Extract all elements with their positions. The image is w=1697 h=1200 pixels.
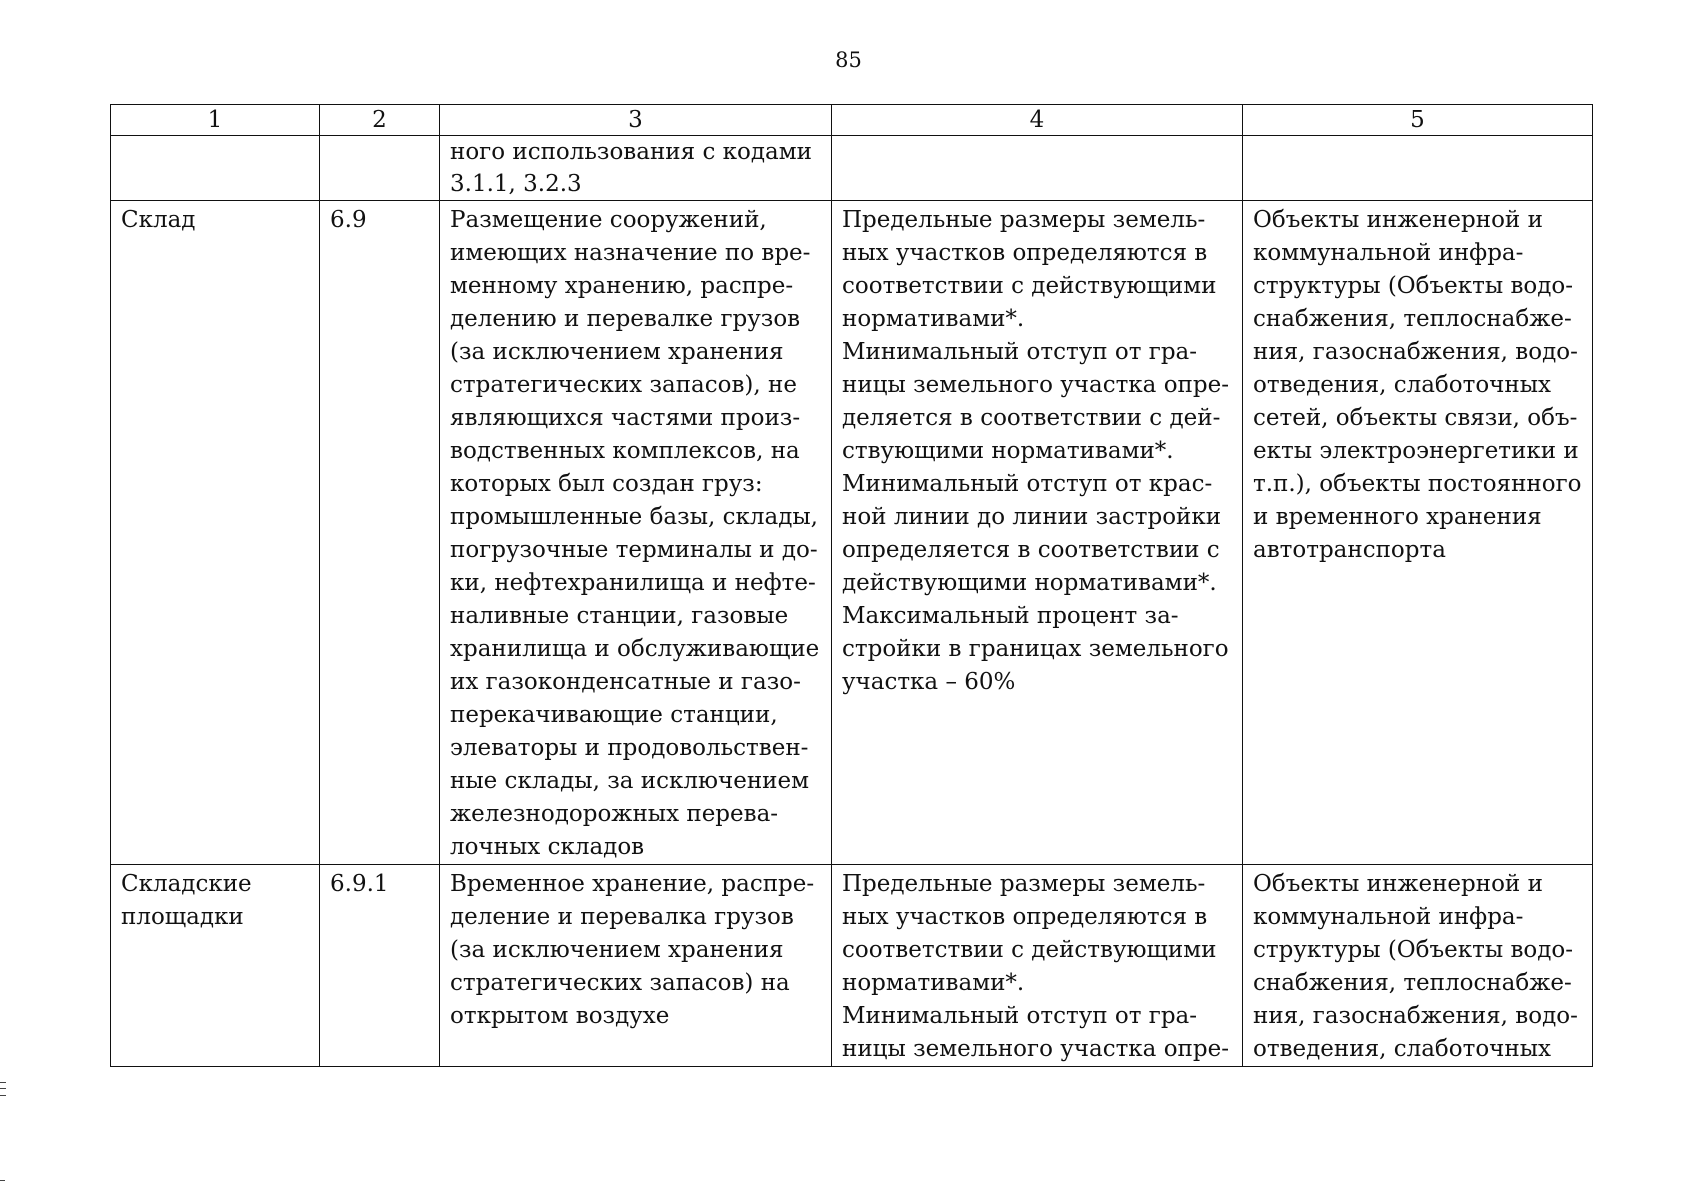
text-line: Размещение сооружений,	[450, 207, 767, 233]
text-line: Складские	[121, 871, 252, 897]
text-line: имеющих назначение по вре-	[450, 240, 811, 266]
text-line: снабжения, теплоснабже-	[1253, 306, 1572, 332]
text-line: структуры (Объекты водо-	[1253, 273, 1574, 299]
text-line: ки, нефтехранилища и нефте-	[450, 570, 816, 596]
text-line: водственных комплексов, на	[450, 438, 800, 464]
text-line: определяется в соответствии с	[842, 537, 1220, 563]
text-line: элеваторы и продовольствен-	[450, 735, 809, 761]
text-line: ные склады, за исключением	[450, 768, 809, 794]
scan-margin-dash	[0, 1180, 5, 1181]
continuation-description	[440, 136, 832, 201]
auxiliary-uses	[1243, 865, 1593, 1067]
land-use-name	[111, 865, 320, 1067]
text-line: Минимальный отступ от крас-	[842, 471, 1213, 497]
text-line: ных участков определяются в	[842, 904, 1208, 930]
text-line: (за исключением хранения	[450, 937, 784, 963]
text-line: структуры (Объекты водо-	[1253, 937, 1574, 963]
column-header-1: 1	[111, 105, 320, 136]
text-line: лочных складов	[450, 834, 645, 860]
text-line: деление и перевалка грузов	[450, 904, 794, 930]
text-line: делению и перевалке грузов	[450, 306, 801, 332]
text-line: екты электроэнергетики и	[1253, 438, 1579, 464]
text-line: и временного хранения	[1253, 504, 1542, 530]
text-line: промышленные базы, склады,	[450, 504, 818, 530]
text-line: действующими нормативами*.	[842, 570, 1217, 596]
land-use-description	[440, 865, 832, 1067]
text-line: отведения, слаботочных	[1253, 1036, 1551, 1062]
text-line: Объекты инженерной и	[1253, 871, 1543, 897]
continuation-cell-4	[832, 136, 1243, 201]
land-use-parameters	[832, 201, 1243, 865]
text-line: железнодорожных перева-	[450, 801, 779, 827]
text-line: площадки	[121, 904, 244, 930]
text-line: погрузочные терминалы и до-	[450, 537, 818, 563]
text-line: хранилища и обслуживающие	[450, 636, 820, 662]
text-line: стратегических запасов) на	[450, 970, 790, 996]
text-line: ной линии до линии застройки	[842, 504, 1222, 530]
text-line: ствующими нормативами*.	[842, 438, 1174, 464]
text-line: ния, газоснабжения, водо-	[1253, 1003, 1578, 1029]
text-line: сетей, объекты связи, объ-	[1253, 405, 1578, 431]
text-line: коммунальной инфра-	[1253, 240, 1524, 266]
text-line: нормативами*.	[842, 306, 1025, 332]
text-line: Максимальный процент за-	[842, 603, 1179, 629]
text-line: ницы земельного участка опре-	[842, 372, 1229, 398]
text-line: Предельные размеры земель-	[842, 207, 1206, 233]
land-use-table	[110, 104, 1593, 1067]
continuation-cell-2	[320, 136, 440, 201]
text-line: перекачивающие станции,	[450, 702, 778, 728]
column-header-3: 3	[440, 105, 832, 136]
text-line: Временное хранение, распре-	[450, 871, 815, 897]
text-line: участка – 60%	[842, 669, 1016, 695]
text-line: автотранспорта	[1253, 537, 1446, 563]
page-number: 85	[835, 48, 862, 72]
text-line: являющихся частями произ-	[450, 405, 801, 431]
text-line: соответствии с действующими	[842, 273, 1217, 299]
text-line: ния, газоснабжения, водо-	[1253, 339, 1578, 365]
land-use-parameters	[832, 865, 1243, 1067]
text-line: ницы земельного участка опре-	[842, 1036, 1229, 1062]
text-line: коммунальной инфра-	[1253, 904, 1524, 930]
land-use-description	[440, 201, 832, 865]
text-line: открытом воздухе	[450, 1003, 670, 1029]
table-row-sklad	[111, 201, 1593, 865]
text-line: деляется в соответствии с дей-	[842, 405, 1221, 431]
text-line: 3.1.1, 3.2.3	[450, 171, 582, 197]
text-line: Минимальный отступ от гра-	[842, 339, 1198, 365]
text-line: стройки в границах земельного	[842, 636, 1229, 662]
table-row-skladskie-ploshchadki	[111, 865, 1593, 1067]
continuation-cell-1	[111, 136, 320, 201]
text-line: наливные станции, газовые	[450, 603, 789, 629]
text-line: (за исключением хранения	[450, 339, 784, 365]
table-header-row	[111, 105, 1593, 136]
column-header-2: 2	[320, 105, 440, 136]
land-use-name	[111, 201, 320, 865]
text-line: их газоконденсатные и газо-	[450, 669, 801, 695]
text-line: соответствии с действующими	[842, 937, 1217, 963]
auxiliary-uses	[1243, 201, 1593, 865]
text-line: т.п.), объекты постоянного	[1253, 471, 1582, 497]
scan-margin-mark	[0, 1082, 6, 1096]
text-line: Склад	[121, 207, 196, 233]
text-line: Предельные размеры земель-	[842, 871, 1206, 897]
continuation-cell-5	[1243, 136, 1593, 201]
text-line: менному хранению, распре-	[450, 273, 794, 299]
text-line: отведения, слаботочных	[1253, 372, 1551, 398]
text-line: снабжения, теплоснабже-	[1253, 970, 1572, 996]
land-use-code: 6.9	[320, 201, 440, 865]
column-header-4: 4	[832, 105, 1243, 136]
text-line: Объекты инженерной и	[1253, 207, 1543, 233]
text-line: нормативами*.	[842, 970, 1025, 996]
text-line: ного использования с кодами	[450, 139, 812, 165]
text-line: стратегических запасов), не	[450, 372, 797, 398]
text-line: которых был создан груз:	[450, 471, 763, 497]
text-line: ных участков определяются в	[842, 240, 1208, 266]
land-use-code: 6.9.1	[320, 865, 440, 1067]
text-line: Минимальный отступ от гра-	[842, 1003, 1198, 1029]
continuation-row	[111, 136, 1593, 201]
column-header-5: 5	[1243, 105, 1593, 136]
